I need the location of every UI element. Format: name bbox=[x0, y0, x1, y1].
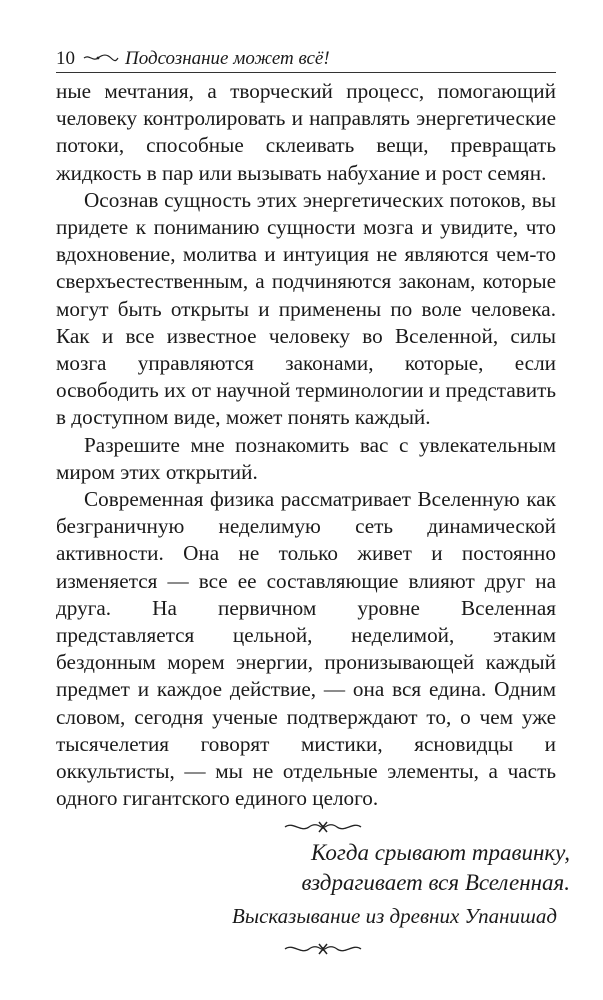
page-number: 10 bbox=[56, 48, 75, 69]
paragraph: Осознав сущность этих энергетических потоков, вы придете к пониманию сущности мозга и увидите, что вдохновение, молитва и интуиция не являются чем-то сверхъестественным, а подчиняются законам, которые могут быть открыты и применены по воле человека. Как и все известное человеку во Вселенной, силы мозга управляются законами, которые, если освободить их от научной терминологии и представить в доступном виде, может понять каждый. bbox=[56, 187, 556, 430]
ornament-bottom-icon bbox=[283, 940, 363, 958]
ornament-top-icon bbox=[283, 818, 363, 836]
paragraph: ные мечтания, а творческий процесс, помогающий человеку контролировать и направлять энергетические потоки, способные склеивать вещи, превращать жидкость в пар или вызывать набухание и рост семян. bbox=[56, 79, 556, 185]
paragraph: Современная физика рассматривает Вселенную как безграничную неделимую сеть динамической активности. Она не только живет и постоянно изменяется — все ее составляющие влияют друг на друга. На первичном уровне Вселенная представляется цельной, неделимой, этаким бездонным морем энергии, пронизывающей каждый предмет и каждое действие, — она вся едина. Одним словом, сегодня ученые подтверждают то, о чем уже тысячелетия говорят мистики, ясновидцы и оккультисты, — мы не отдельные элементы, а часть одного гигантского единого целого. bbox=[56, 487, 556, 811]
header-ornament-icon bbox=[83, 50, 119, 68]
running-header bbox=[56, 44, 556, 73]
epigraph-attribution: Высказывание из древних Упанишад bbox=[232, 904, 557, 928]
body-text bbox=[56, 78, 556, 812]
epigraph-line-1: Когда срывают травинку, bbox=[310, 840, 570, 865]
running-title: Подсознание может всё! bbox=[125, 48, 330, 69]
paragraph: Разрешите мне познакомить вас с увлекательным миром этих открытий. bbox=[56, 432, 556, 484]
epigraph-line-2: вздрагивает вся Вселенная. bbox=[301, 870, 570, 895]
